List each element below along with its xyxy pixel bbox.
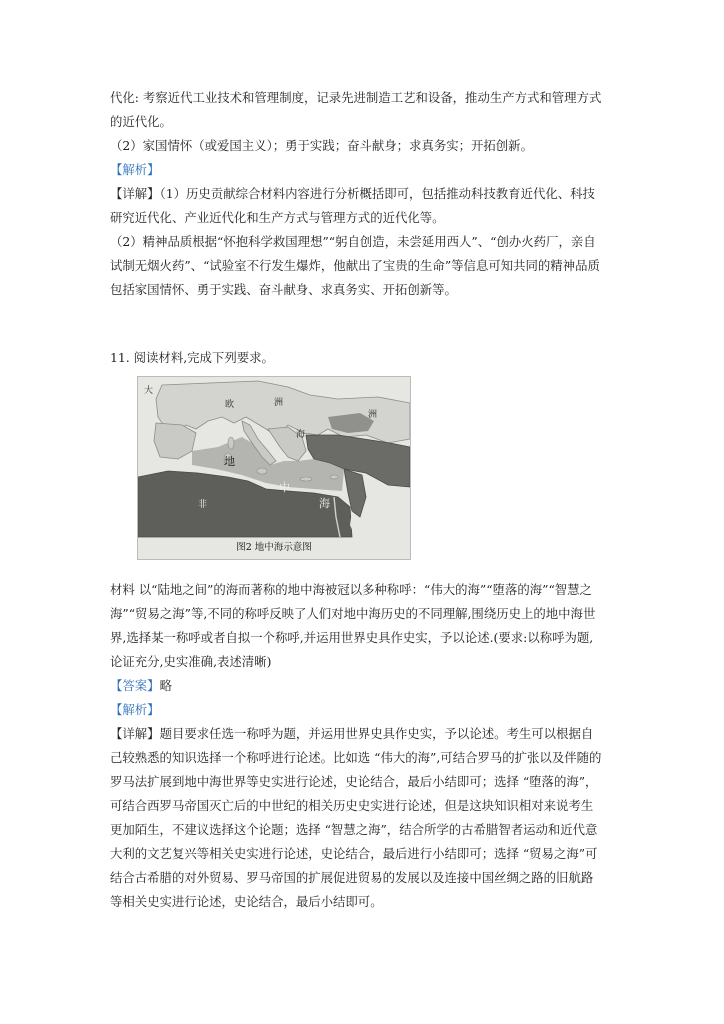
question-title: 11. 阅读材料,完成下列要求。 [110, 350, 274, 365]
detail-tag: 【详解】 [110, 186, 160, 201]
answer-text: 略 [159, 678, 172, 693]
figure-caption: 图2 地中海示意图 [236, 542, 312, 553]
map-label: 中 [279, 481, 290, 494]
material-line: 材料 以“陆地之间”的海而著称的地中海被冠以多种称呼：“伟大的海”“堕落的海”“智慧之 [110, 582, 592, 597]
map-label: 海 [296, 430, 306, 440]
text-line: 结合古希腊的对外贸易、罗马帝国的扩展促进贸易的发展以及连接中国丝绸之路的旧航路 [110, 870, 594, 885]
analysis-tag: 【解析】 [110, 162, 160, 177]
material-line: 界,选择某一称呼或者自拟一个称呼,并运用世界史具作史实，予以论述.(要求:以称呼为题, [110, 630, 594, 645]
detail-text: 题目要求任选一称呼为题，并运用世界史具作史实，予以论述。考生可以根据自 [159, 726, 594, 741]
text-line: 的近代化。 [110, 114, 172, 129]
text-line: 罗马法扩展到地中海世界等史实进行论述，史论结合，最后小结即可；选择 “堕落的海”， [110, 774, 598, 789]
map-label: 洲 [274, 398, 284, 408]
detail-line [110, 182, 618, 206]
map-label: 欧 [225, 400, 235, 410]
text-line: （2）精神品质根据“怀抱科学救国理想”“躬自创造，未尝延用西人”、“创办火药厂，亲自 [110, 234, 596, 249]
map-label: 非 [198, 500, 208, 510]
text-line: 己较熟悉的知识选择一个称呼进行论述。比如选 “伟大的海”,可结合罗马的扩张以及伴随的 [110, 750, 602, 765]
answer-line [110, 674, 618, 698]
map-label: 海 [319, 497, 330, 510]
map-label: 大 [144, 386, 154, 396]
analysis-tag: 【解析】 [110, 702, 160, 717]
text-line: （2）家国情怀（或爱国主义）；勇于实践；奋斗献身；求真务实；开拓创新。 [110, 138, 533, 153]
text-line: 代化: 考察近代工业技术和管理制度，记录先进制造工艺和设备，推动生产方式和管理方式 [110, 90, 602, 105]
detail-line [110, 722, 618, 746]
map-label: 地 [224, 455, 235, 468]
map-label: 洲 [368, 410, 378, 420]
material-line: 海”“贸易之海”等,不同的称呼反映了人们对地中海历史的不同理解,围绕历史上的地中海世 [110, 606, 596, 621]
detail-tag: 【详解】 [110, 726, 160, 741]
detail-text: （1）历史贡献综合材料内容进行分析概括即可，包括推动科技教育近代化、科技 [159, 186, 595, 201]
mediterranean-map [137, 376, 411, 560]
answer-tag: 【答案】 [110, 678, 160, 693]
text-line: 研究近代化、产业近代化和生产方式与管理方式的近代化等。 [110, 210, 445, 225]
text-line: 可结合西罗马帝国灭亡后的中世纪的相关历史史实进行论述，但是这块知识相对来说考生 [110, 798, 594, 813]
document-page [110, 86, 618, 914]
material-line: 论证充分,史实准确,表述清晰) [110, 654, 272, 669]
text-line: 等相关史实进行论述，史论结合，最后小结即可。 [110, 894, 383, 909]
text-line: 试制无烟火药”、“试验室不行发生爆炸，他献出了宝贵的生命”等信息可知共同的精神品质 [110, 258, 600, 273]
text-line: 大利的文艺复兴等相关史实进行论述，史论结合，最后进行小结即可；选择 “贸易之海”可 [110, 846, 598, 861]
text-line: 更加陌生，不建议选择这个论题；选择 “智慧之海”，结合所学的古希腊智者运动和近代意 [110, 822, 598, 837]
map-graphic [138, 377, 410, 559]
text-line: 包括家国情怀、勇于实践、奋斗献身、求真务实、开拓创新等。 [110, 282, 457, 297]
